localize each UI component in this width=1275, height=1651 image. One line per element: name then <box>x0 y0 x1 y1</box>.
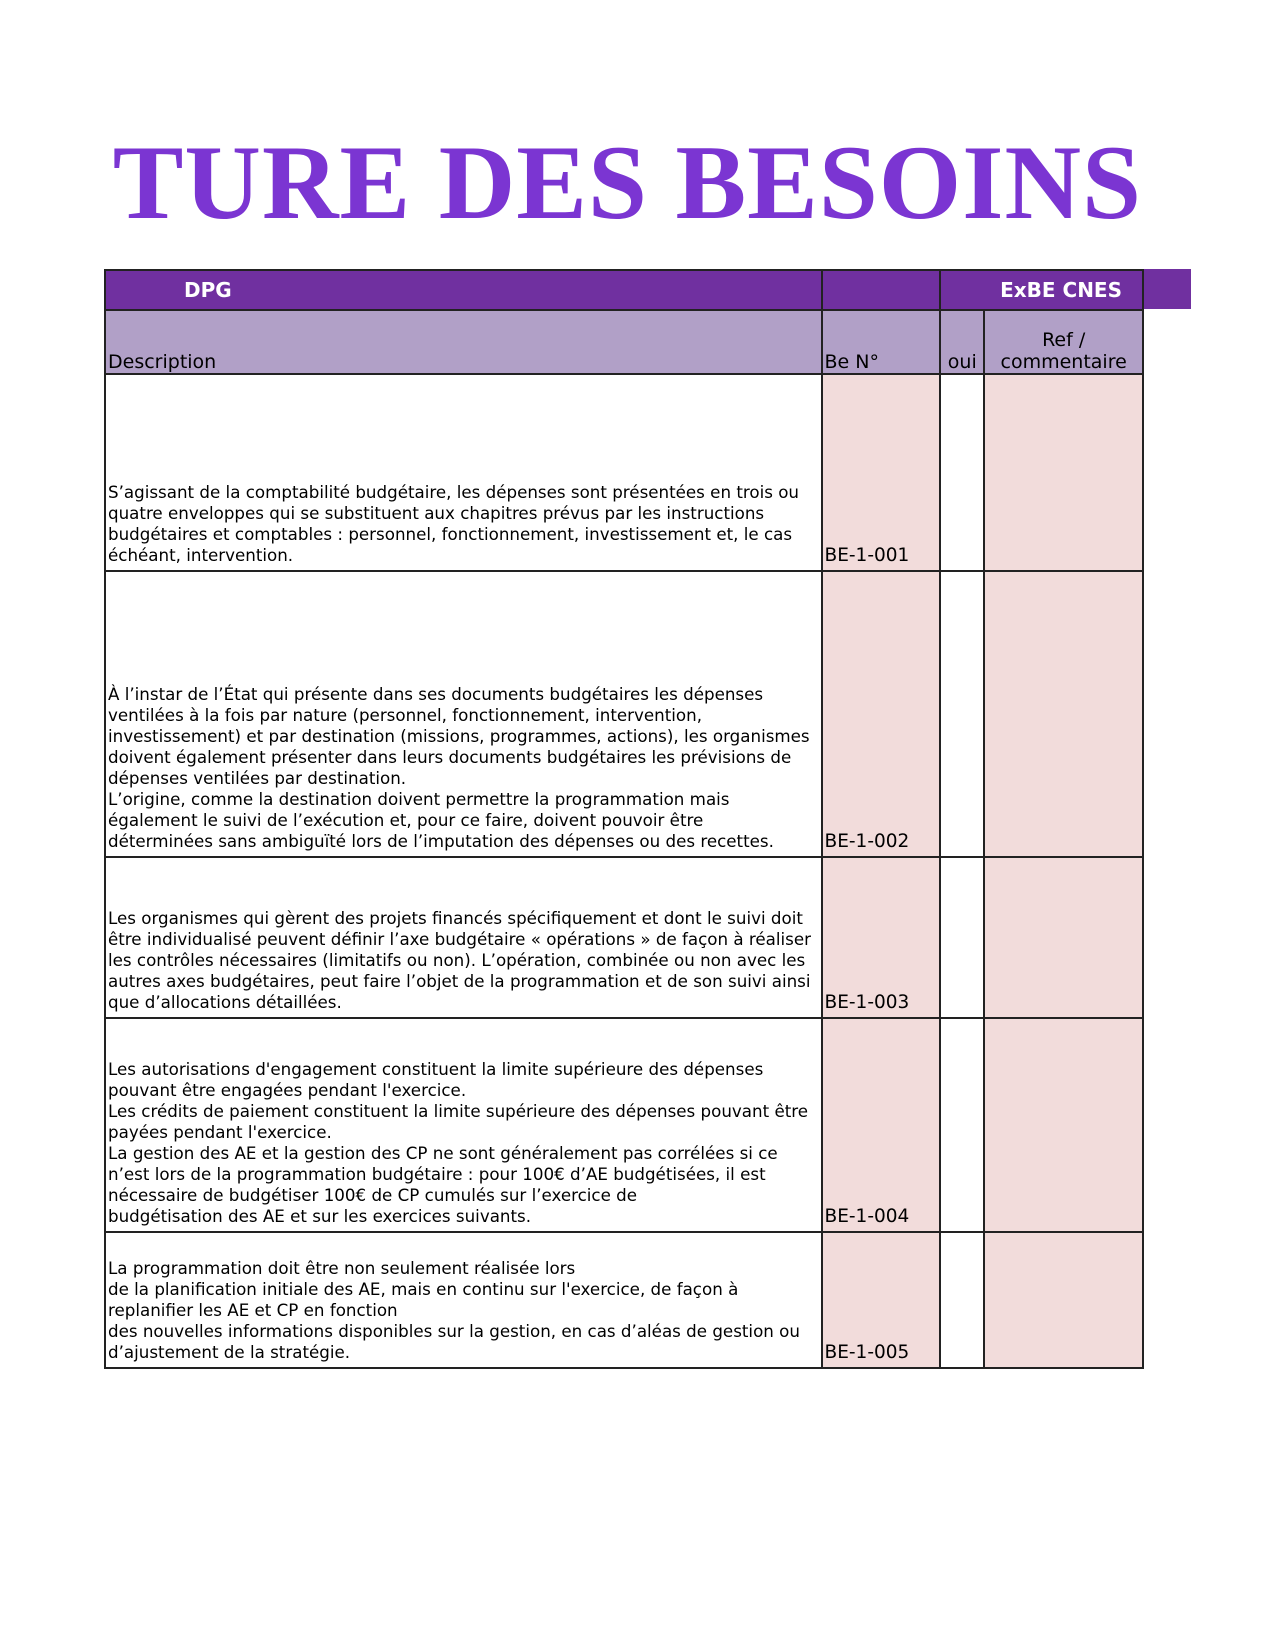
comment-cell[interactable] <box>984 374 1143 571</box>
description-line: budgétisation des AE et sur les exercices suivants. <box>108 1206 532 1226</box>
col-description-label: Description <box>108 351 217 373</box>
ref-cell[interactable] <box>822 1018 941 1232</box>
description-line: pouvant être engagées pendant l'exercice. <box>108 1080 467 1100</box>
description-line: Les crédits de paiement constituent la limite supérieure des dépenses pouvant être <box>108 1101 809 1121</box>
requirements-table <box>104 269 1144 1369</box>
ref-number: BE-1-001 <box>824 545 910 566</box>
description-line: autres axes budgétaires, peut faire l’objet de la programmation et de son suivi ainsi <box>108 971 811 991</box>
header-row-group <box>105 270 1143 310</box>
col-ref-label-1: Ref / <box>1042 329 1086 351</box>
col-ref[interactable] <box>984 310 1143 374</box>
comment-cell[interactable] <box>984 571 1143 857</box>
description-cell[interactable] <box>105 571 822 857</box>
description-line: À l’instar de l’État qui présente dans ses documents budgétaires les dépenses <box>108 684 764 704</box>
dpg-header: DPG <box>184 278 232 302</box>
page-title-container <box>102 128 1142 238</box>
col-oui[interactable] <box>940 310 984 374</box>
table-row <box>105 1018 1143 1232</box>
ref-cell[interactable] <box>822 571 941 857</box>
table-row <box>105 571 1143 857</box>
page-title: TURE DES BESOINS <box>112 128 1142 238</box>
column-header-row <box>105 310 1143 374</box>
description-line: quatre enveloppes qui se substituent aux chapitres prévus par les instructions <box>108 503 765 523</box>
dpg-header-cell[interactable] <box>105 270 822 310</box>
exbe-header: ExBE CNES <box>1000 278 1122 302</box>
description-line: budgétaires et comptables : personnel, fonctionnement, investissement et, le cas <box>108 524 793 544</box>
exbe-header-cell[interactable] <box>940 270 1143 310</box>
description-line: n’est lors de la programmation budgétaire : pour 100€ d’AE budgétisées, il est <box>108 1164 766 1184</box>
oui-cell[interactable] <box>940 857 984 1018</box>
col-description[interactable] <box>105 310 822 374</box>
description-cell[interactable] <box>105 374 822 571</box>
description-line: replanifier les AE et CP en fonction <box>108 1300 398 1320</box>
description-line: S’agissant de la comptabilité budgétaire, les dépenses sont présentées en trois ou <box>108 482 799 502</box>
ref-number: BE-1-003 <box>824 992 910 1013</box>
description-line: La programmation doit être non seulement réalisée lors <box>108 1258 576 1278</box>
ref-cell[interactable] <box>822 857 941 1018</box>
description-line: déterminées sans ambiguïté lors de l’imputation des dépenses ou des recettes. <box>108 831 774 851</box>
description-line: doivent également présenter dans leurs documents budgétaires les prévisions de <box>108 747 792 767</box>
table-row <box>105 1232 1143 1368</box>
comment-cell[interactable] <box>984 1018 1143 1232</box>
description-line: d’ajustement de la stratégie. <box>108 1342 351 1362</box>
description-line: La gestion des AE et la gestion des CP ne sont généralement pas corrélées si ce <box>108 1143 778 1163</box>
oui-cell[interactable] <box>940 1018 984 1232</box>
ref-cell[interactable] <box>822 1232 941 1368</box>
comment-cell[interactable] <box>984 857 1143 1018</box>
description-cell[interactable] <box>105 1232 822 1368</box>
description-cell[interactable] <box>105 1018 822 1232</box>
col-oui-label: oui <box>947 351 977 373</box>
col-be-no-label: Be N° <box>824 351 879 373</box>
description-line: nécessaire de budgétiser 100€ de CP cumulés sur l’exercice de <box>108 1185 638 1205</box>
description-line: dépenses ventilées par destination. <box>108 768 407 788</box>
description-line: les contrôles nécessaires (limitatifs ou non). L’opération, combinée ou non avec les <box>108 950 806 970</box>
empty-header-cell[interactable] <box>822 270 941 310</box>
ref-cell[interactable] <box>822 374 941 571</box>
description-line: échéant, intervention. <box>108 545 294 565</box>
description-line: L’origine, comme la destination doivent permettre la programmation mais <box>108 789 730 809</box>
description-line: Les organismes qui gèrent des projets financés spécifiquement et dont le suivi doit <box>108 908 803 928</box>
description-cell[interactable] <box>105 857 822 1018</box>
ref-number: BE-1-002 <box>824 831 910 852</box>
description-line: être individualisé peuvent définir l’axe budgétaire « opérations » de façon à réaliser <box>108 929 811 949</box>
oui-cell[interactable] <box>940 1232 984 1368</box>
description-line: de la planification initiale des AE, mais en continu sur l'exercice, de façon à <box>108 1279 739 1299</box>
table-row <box>105 374 1143 571</box>
ref-number: BE-1-004 <box>824 1206 910 1227</box>
description-line: payées pendant l'exercice. <box>108 1122 332 1142</box>
description-line: que d’allocations détaillées. <box>108 992 342 1012</box>
ref-number: BE-1-005 <box>824 1342 910 1363</box>
description-line: ventilées à la fois par nature (personnel, fonctionnement, intervention, <box>108 705 703 725</box>
description-line: également le suivi de l’exécution et, pour ce faire, doivent pouvoir être <box>108 810 704 830</box>
oui-cell[interactable] <box>940 571 984 857</box>
description-line: des nouvelles informations disponibles sur la gestion, en cas d’aléas de gestion ou <box>108 1321 800 1341</box>
description-line: Les autorisations d'engagement constituent la limite supérieure des dépenses <box>108 1059 764 1079</box>
col-be-no[interactable] <box>822 310 941 374</box>
oui-cell[interactable] <box>940 374 984 571</box>
table-row <box>105 857 1143 1018</box>
header-fill-overflow <box>1143 269 1191 309</box>
col-ref-label-2: commentaire <box>1000 351 1127 373</box>
description-line: investissement) et par destination (missions, programmes, actions), les organismes <box>108 726 810 746</box>
comment-cell[interactable] <box>984 1232 1143 1368</box>
